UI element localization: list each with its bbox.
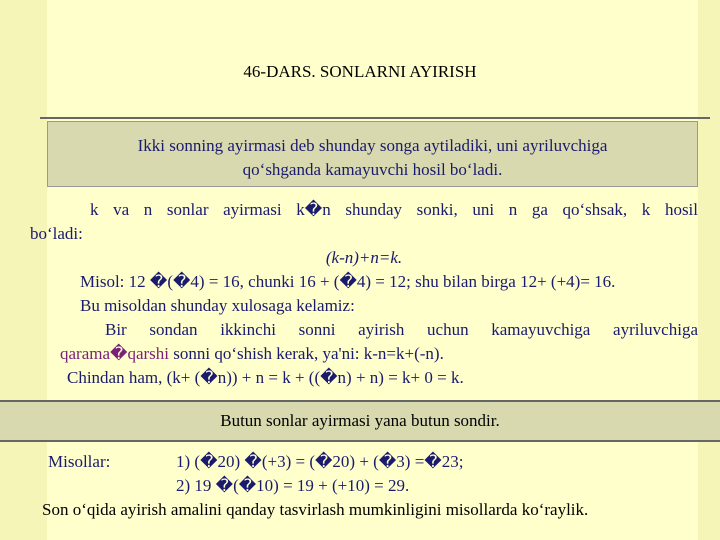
rule-line-1: Bir sondan ikkinchi sonni ayirish uchun kamayuvchiga ayriluvchiga [105,320,698,339]
example-2: 2) 19 �(�10) = 19 + (+10) = 29. [176,476,410,495]
example-1: 1) (�20) �(+3) = (�20) + (�3) =�23; [176,452,464,471]
examples-label: Misollar: [48,452,111,471]
rule-line-2-rest: sonni qo‘shish kerak, ya'ni: k-n=k+(-n). [169,344,444,363]
closing-sentence: Son o‘qida ayirish amalini qanday tasvirlash mumkinligini misollarda ko‘raylik. [42,500,589,519]
explanation-text [30,198,698,390]
definition-box [47,121,698,187]
definition-line-1: Ikki sonning ayirmasi deb shunday songa aytiladiki, uni ayriluvchiga [137,136,608,155]
rule-line-2 [30,342,698,366]
conclusion-line: Bu misoldan shunday xulosaga kelamiz: [80,296,355,315]
rule-box: Butun sonlar ayirmasi yana butun sondir. [0,400,720,442]
opposite-term: qarama�qarshi [60,344,169,363]
definition-line-2: qo‘shganda kamayuvchi hosil bo‘ladi. [242,160,503,179]
divider [40,117,710,119]
formula: (k-n)+n=k. [325,248,403,267]
proof-line: Chindan ham, (k+ (�n)) + n = k + ((�n) + n) = k+ 0 = k. [67,368,464,387]
body-line-2: bo‘ladi: [30,224,83,243]
page-title: 46-DARS. SONLARNI AYIRISH [243,62,477,81]
body-line-1: k va n sonlar ayirmasi k�n shunday sonki, uni n ga qo‘shsak, k hosil [90,200,698,219]
example-line: Misol: 12 �(�4) = 16, chunki 16 + (�4) = 12; shu bilan birga 12+ (+4)= 16. [80,272,616,291]
